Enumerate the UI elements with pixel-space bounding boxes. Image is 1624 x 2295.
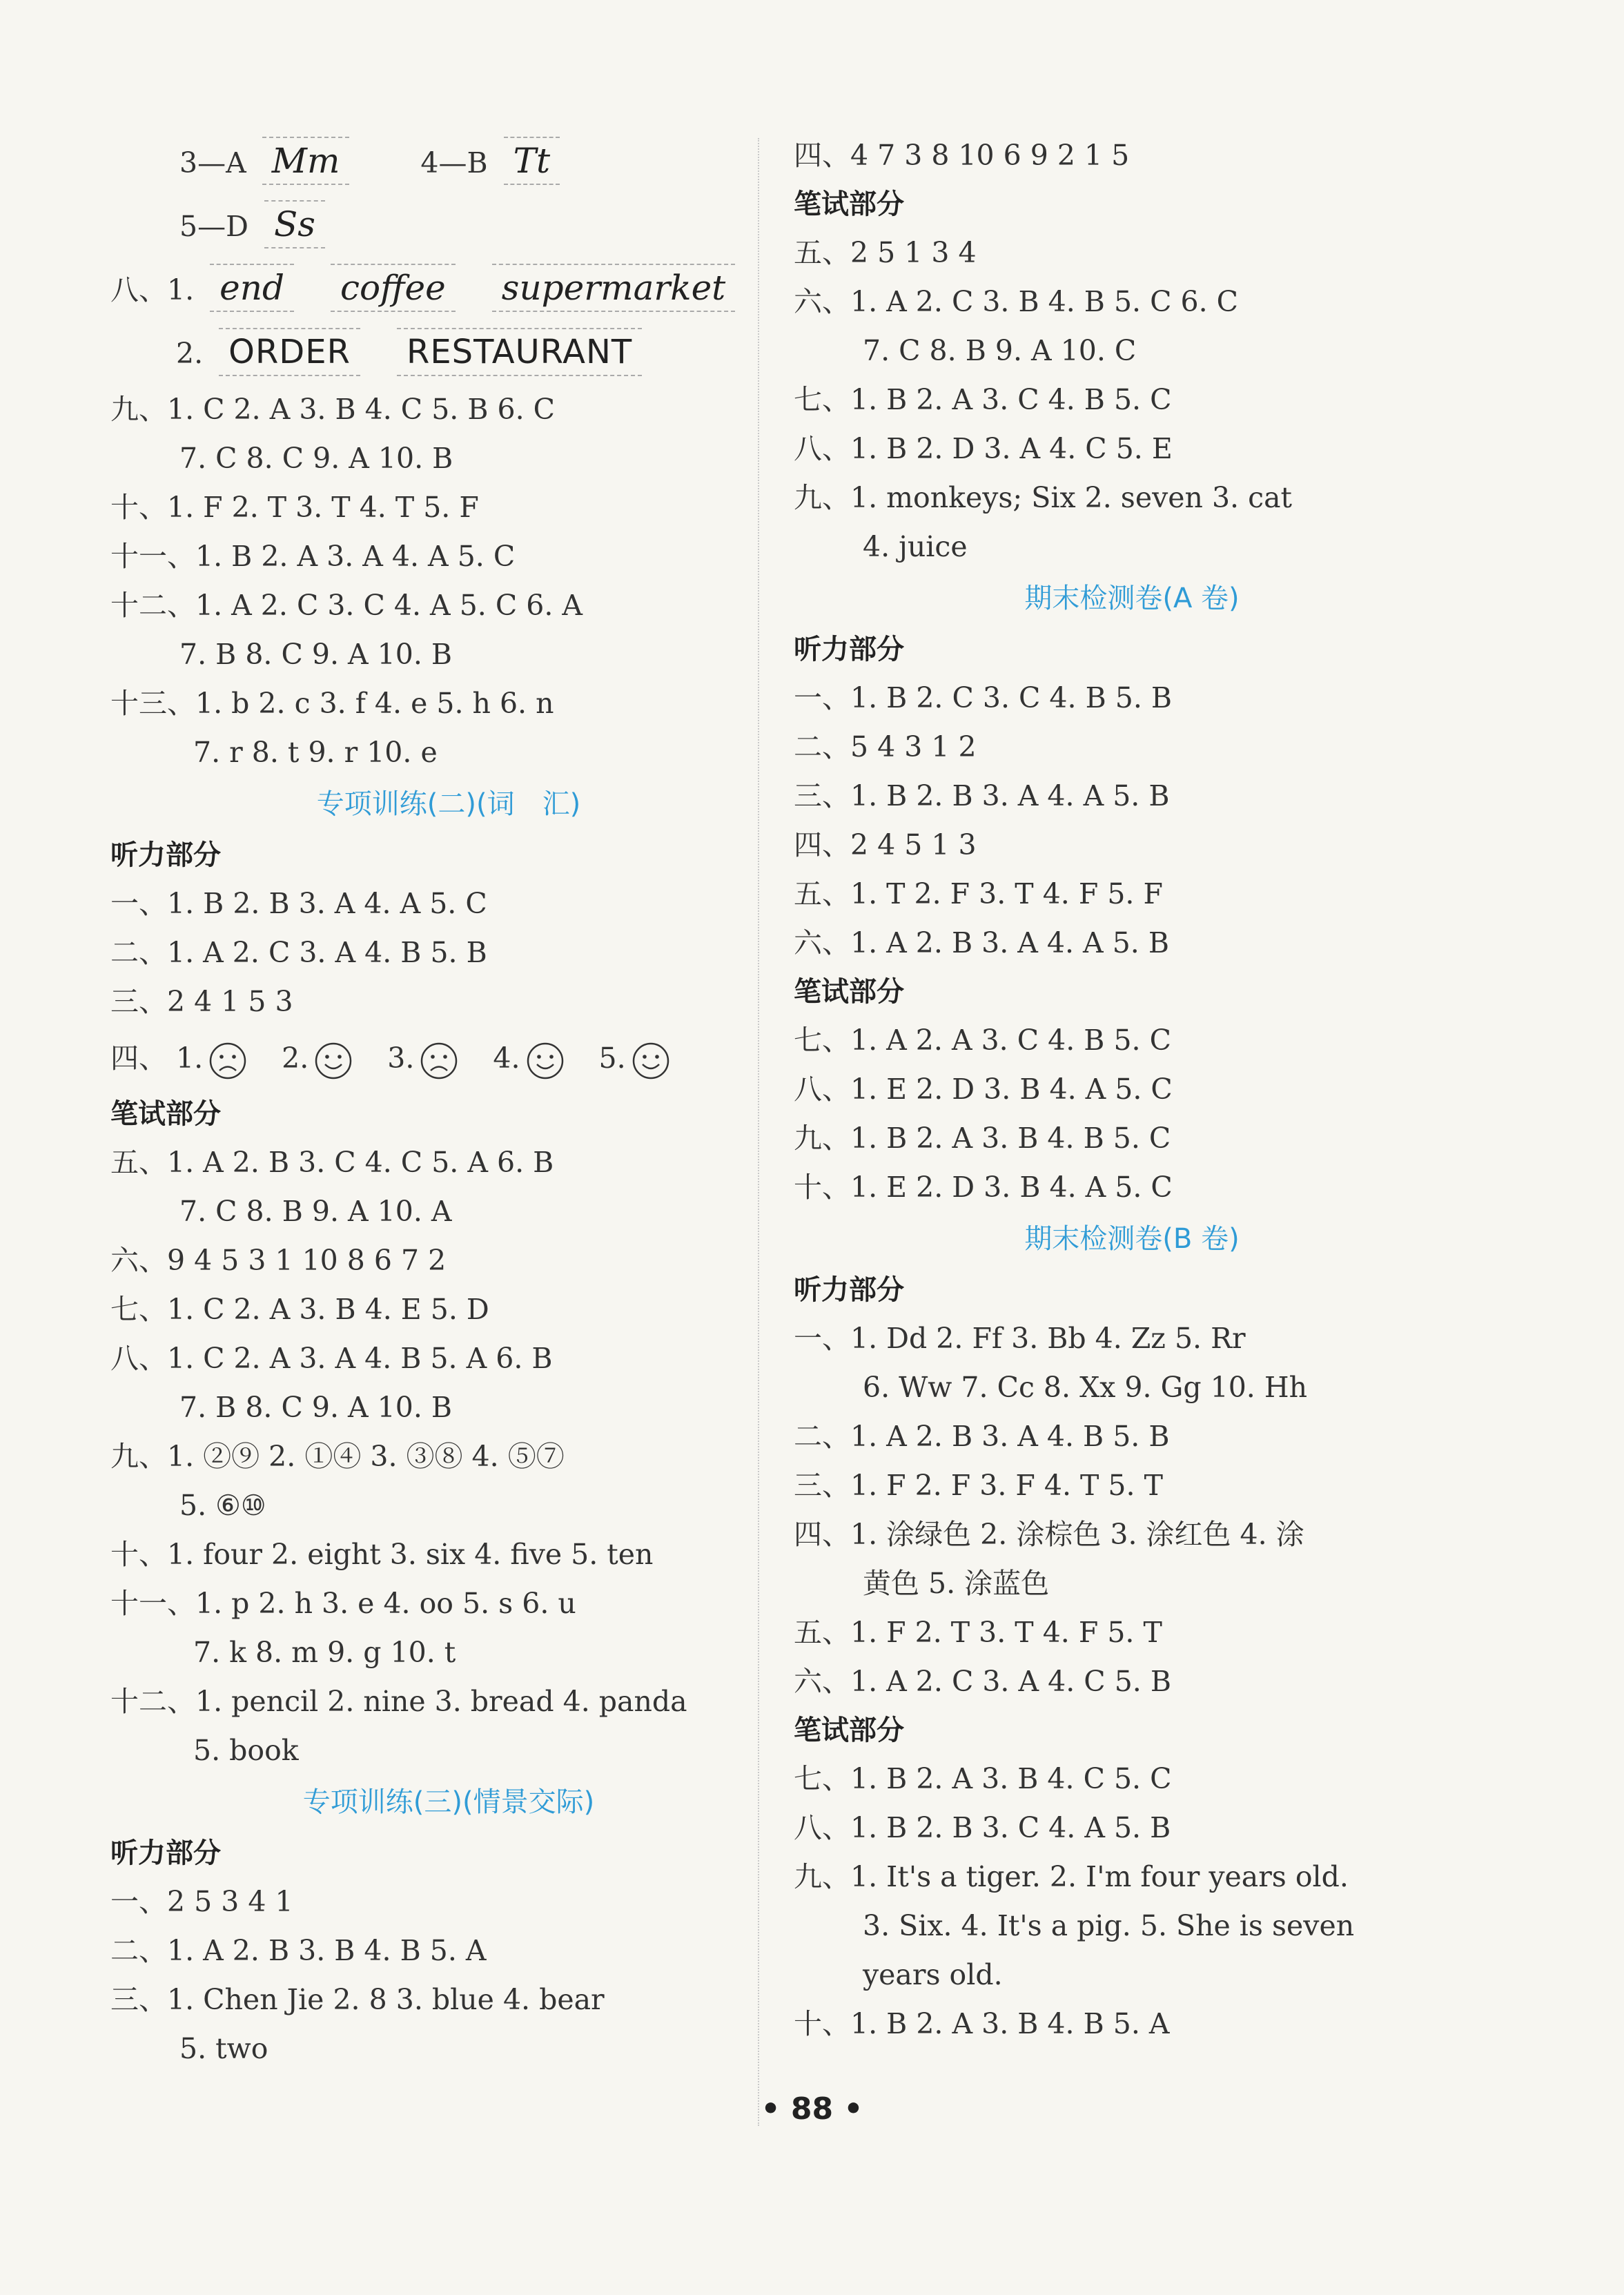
face-number: 2. <box>282 1042 309 1075</box>
answer-line: 7. C 8. C 9. A 10. B <box>179 442 453 475</box>
answer-line: 黄色 5. 涂蓝色 <box>863 1567 1050 1600</box>
answer-line: 六、1. A 2. C 3. B 4. B 5. C 6. C <box>794 285 1239 318</box>
answer-line: 5. two <box>179 2032 268 2065</box>
answer-line: 四、4 7 3 8 10 6 9 2 1 5 <box>794 139 1130 172</box>
subsection-written: 笔试部分 <box>110 1098 221 1130</box>
answer-line: 二、1. A 2. C 3. A 4. B 5. B <box>110 936 487 969</box>
answer-line: 八、1. E 2. D 3. B 4. A 5. C <box>794 1073 1173 1106</box>
handwritten-answer: Tt <box>504 137 560 185</box>
answer-line: 十三、1. b 2. c 3. f 4. e 5. h 6. n <box>110 687 554 720</box>
answer-line: 十一、1. B 2. A 3. A 4. A 5. C <box>110 540 516 573</box>
handwritten-word: RESTAURANT <box>397 328 642 376</box>
answer-line: 四、2 4 5 1 3 <box>794 828 977 861</box>
answer-line: 三、1. B 2. B 3. A 4. A 5. B <box>794 779 1170 812</box>
q8-row-1 <box>110 258 787 322</box>
answer-line: 一、1. Dd 2. Ff 3. Bb 4. Zz 5. Rr <box>794 1322 1246 1355</box>
answer-line: 九、1. monkeys; Six 2. seven 3. cat <box>794 481 1292 514</box>
answer-line: 5. book <box>193 1734 299 1767</box>
section-title: 专项训练(三)(情景交际) <box>302 1786 595 1818</box>
answer-line: 十、1. F 2. T 3. T 4. T 5. F <box>110 491 479 524</box>
answer-line: 六、9 4 5 3 1 10 8 6 7 2 <box>110 1244 447 1277</box>
face-number: 1. <box>176 1042 204 1075</box>
answer-line: 二、1. A 2. B 3. A 4. B 5. B <box>794 1420 1170 1453</box>
answer-line: 3. Six. 4. It's a pig. 5. She is seven <box>863 1909 1355 1942</box>
answer-line: 八、1. C 2. A 3. A 4. B 5. A 6. B <box>110 1342 553 1375</box>
handwritten-word: supermarket <box>492 264 735 312</box>
answer-line: 二、5 4 3 1 2 <box>794 730 977 763</box>
handwritten-word: coffee <box>331 264 456 312</box>
answer-line: 一、1. B 2. B 3. A 4. A 5. C <box>110 887 487 920</box>
answer-line: 六、1. A 2. B 3. A 4. A 5. B <box>794 926 1169 959</box>
answer-line: 九、1. It's a tiger. 2. I'm four years old. <box>794 1860 1349 1893</box>
section-title: 期末检测卷(B 卷) <box>1024 1223 1240 1255</box>
answer-line: 6. Ww 7. Cc 8. Xx 9. Gg 10. Hh <box>863 1371 1308 1404</box>
sad-face-icon <box>208 1042 247 1080</box>
answer-line: 七、1. B 2. A 3. B 4. C 5. C <box>794 1762 1172 1795</box>
answer-line: 7. C 8. B 9. A 10. C <box>863 334 1137 367</box>
face-number: 3. <box>387 1042 415 1075</box>
answer-line: 六、1. A 2. C 3. A 4. C 5. B <box>794 1665 1171 1698</box>
answer-label: 4—B <box>420 146 488 179</box>
answer-line: 七、1. A 2. A 3. C 4. B 5. C <box>794 1024 1171 1057</box>
answer-line: 7. C 8. B 9. A 10. A <box>179 1195 452 1228</box>
subsection-label: 笔试部分 <box>794 188 904 220</box>
answer-line: 七、1. C 2. A 3. B 4. E 5. D <box>110 1293 489 1326</box>
answer-line: 七、1. B 2. A 3. C 4. B 5. C <box>794 383 1172 416</box>
subsection-label: 听力部分 <box>794 1274 904 1306</box>
answer-line: 三、1. F 2. F 3. F 4. T 5. T <box>794 1469 1163 1502</box>
answer-line: 九、1. B 2. A 3. B 4. B 5. C <box>794 1122 1171 1155</box>
faces-row <box>110 1026 787 1090</box>
face-number: 4. <box>493 1042 520 1075</box>
section-title: 专项训练(二)(词 汇) <box>316 788 581 820</box>
answer-line: 四、1. 涂绿色 2. 涂棕色 3. 涂红色 4. 涂 <box>794 1518 1304 1551</box>
answer-line: 八、1. B 2. B 3. C 4. A 5. B <box>794 1811 1171 1844</box>
answer-line: 十、1. B 2. A 3. B 4. B 5. A <box>794 2007 1170 2040</box>
answer-line: 7. k 8. m 9. g 10. t <box>193 1636 456 1669</box>
q8-row-2 <box>110 322 787 385</box>
answer-line: 五、1. A 2. B 3. C 4. C 5. A 6. B <box>110 1146 554 1179</box>
hw-row-1 <box>110 131 787 195</box>
answer-label: 3—A <box>179 146 246 179</box>
answer-line: 十、1. E 2. D 3. B 4. A 5. C <box>794 1171 1173 1204</box>
subsection-label: 听力部分 <box>794 634 904 665</box>
happy-face-icon <box>632 1042 670 1080</box>
happy-face-icon <box>526 1042 565 1080</box>
answer-line: 十二、1. pencil 2. nine 3. bread 4. panda <box>110 1685 687 1718</box>
answer-line: 十一、1. p 2. h 3. e 4. oo 5. s 6. u <box>110 1587 576 1620</box>
answer-line: years old. <box>863 1958 1003 1991</box>
hw-row-2 <box>110 195 787 258</box>
answer-line: 九、1. ②⑨ 2. ①④ 3. ③⑧ 4. ⑤⑦ <box>110 1440 565 1473</box>
subsection-listening: 听力部分 <box>110 1837 221 1869</box>
left-column <box>110 131 787 2073</box>
happy-face-icon <box>314 1042 353 1080</box>
answer-line: 十、1. four 2. eight 3. six 4. five 5. ten <box>110 1538 654 1571</box>
handwritten-answer: Ss <box>264 200 325 248</box>
handwritten-word: ORDER <box>219 328 360 376</box>
question-label: 四、 <box>110 1042 167 1075</box>
sad-face-icon <box>420 1042 458 1080</box>
answer-line: 5. ⑥⑩ <box>179 1489 266 1522</box>
subsection-label: 笔试部分 <box>794 976 904 1008</box>
subsection-label: 笔试部分 <box>794 1715 904 1746</box>
answer-line: 7. B 8. C 9. A 10. B <box>179 638 453 671</box>
page-number: • 88 • <box>761 2091 863 2127</box>
answer-line: 十二、1. A 2. C 3. C 4. A 5. C 6. A <box>110 589 583 622</box>
answer-line: 4. juice <box>863 530 968 563</box>
answer-line: 三、2 4 1 5 3 <box>110 985 293 1018</box>
answer-line: 一、1. B 2. C 3. C 4. B 5. B <box>794 681 1173 714</box>
answer-line: 一、2 5 3 4 1 <box>110 1885 293 1918</box>
section-title: 期末检测卷(A 卷) <box>1024 583 1240 614</box>
answer-label: 5—D <box>179 210 248 243</box>
answer-line: 五、2 5 1 3 4 <box>794 236 977 269</box>
answer-line: 五、1. F 2. T 3. T 4. F 5. T <box>794 1616 1162 1649</box>
answer-line: 二、1. A 2. B 3. B 4. B 5. A <box>110 1934 487 1967</box>
answer-line: 五、1. T 2. F 3. T 4. F 5. F <box>794 877 1163 910</box>
face-number: 5. <box>598 1042 626 1075</box>
right-column <box>794 131 1470 2049</box>
handwritten-word: end <box>210 264 294 312</box>
subsection-listening: 听力部分 <box>110 839 221 871</box>
answer-line: 八、1. B 2. D 3. A 4. C 5. E <box>794 432 1173 465</box>
question-label: 八、1. <box>110 273 195 306</box>
question-label: 2. <box>176 337 204 370</box>
answer-line: 7. r 8. t 9. r 10. e <box>193 736 438 769</box>
answer-line: 九、1. C 2. A 3. B 4. C 5. B 6. C <box>110 393 556 426</box>
handwritten-answer: Mm <box>262 137 350 185</box>
answer-line: 7. B 8. C 9. A 10. B <box>179 1391 453 1424</box>
answer-line: 三、1. Chen Jie 2. 8 3. blue 4. bear <box>110 1983 605 2016</box>
